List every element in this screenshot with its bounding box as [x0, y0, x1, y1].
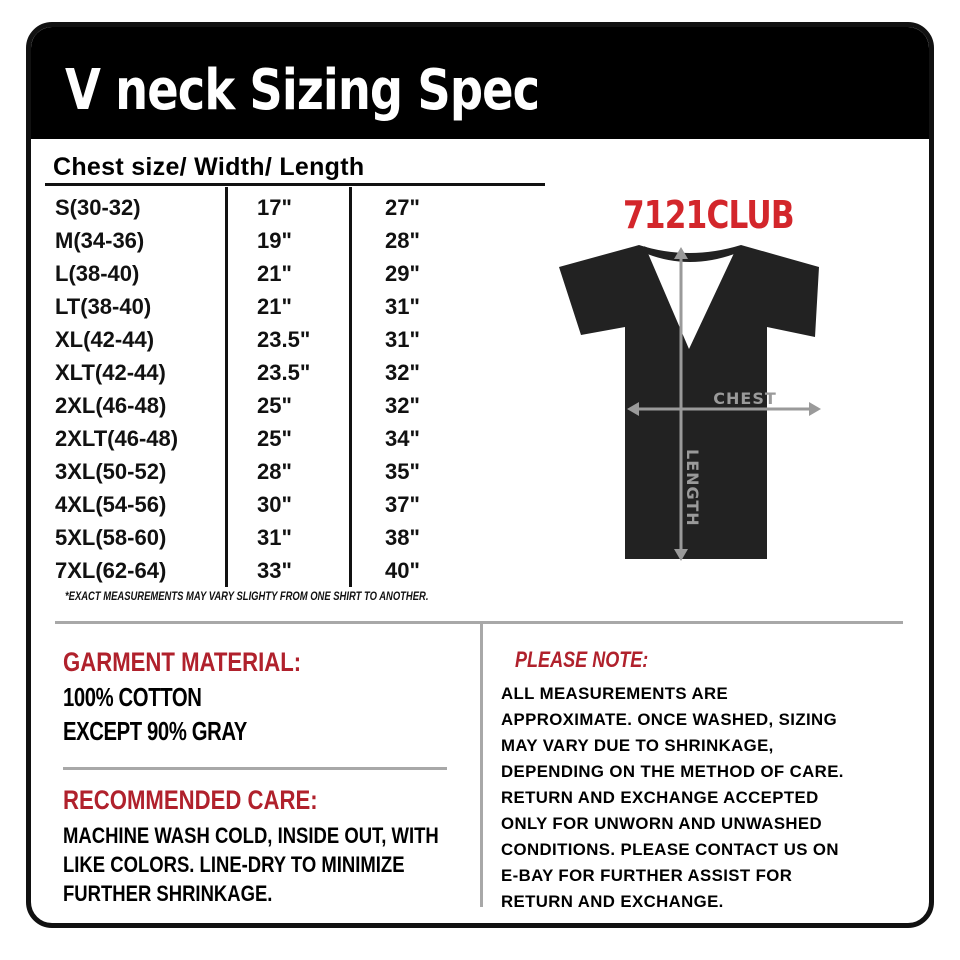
width-cell: 25": [257, 426, 292, 451]
size-cell: S(30-32): [55, 195, 141, 220]
length-cell: 28": [385, 228, 420, 253]
size-cell: 2XLT(46-48): [55, 426, 179, 451]
note-line: ALL MEASUREMENTS ARE: [501, 684, 729, 703]
table-row: [31, 492, 551, 525]
note-line: ONLY FOR UNWORN AND UNWASHED: [501, 814, 823, 833]
table-row: [31, 393, 551, 426]
note-line: MAY VARY DUE TO SHRINKAGE,: [501, 736, 774, 755]
brand-logo: 7121CLUB: [623, 193, 794, 237]
length-cell: 31": [385, 327, 420, 352]
width-cell: 23.5": [257, 327, 311, 352]
shirt-diagram: [559, 237, 829, 572]
size-cell: XL(42-44): [55, 327, 155, 352]
note-body: [501, 681, 844, 915]
size-cell: LT(38-40): [55, 294, 152, 319]
size-cell: M(34-36): [55, 228, 145, 253]
width-cell: 31": [257, 525, 292, 550]
material-line: EXCEPT 90% GRAY: [63, 716, 247, 746]
care-line: FURTHER SHRINKAGE.: [63, 881, 273, 906]
length-cell: 38": [385, 525, 420, 550]
table-row: [31, 360, 551, 393]
note-line: RETURN AND EXCHANGE.: [501, 892, 724, 911]
material-title: GARMENT MATERIAL:: [63, 647, 302, 677]
header-bar: [31, 27, 929, 139]
table-row: [31, 195, 551, 228]
width-cell: 28": [257, 459, 292, 484]
measurement-footnote: *EXACT MEASUREMENTS MAY VARY SLIGHTY FROM ONE SHIRT TO ANOTHER.: [65, 591, 429, 603]
size-cell: 5XL(58-60): [55, 525, 167, 550]
length-cell: 32": [385, 360, 420, 385]
size-table-heading: Chest size/ Width/ Length: [53, 153, 365, 181]
note-line: CONDITIONS. PLEASE CONTACT US ON: [501, 840, 839, 859]
length-cell: 40": [385, 558, 420, 583]
width-cell: 19": [257, 228, 292, 253]
svg-text:CHEST: CHEST: [713, 389, 777, 408]
width-cell: 23.5": [257, 360, 311, 385]
size-cell: 7XL(62-64): [55, 558, 167, 583]
table-header-rule: [45, 183, 545, 186]
size-cell: 4XL(54-56): [55, 492, 167, 517]
svg-text:LENGTH: LENGTH: [683, 449, 702, 527]
note-line: DEPENDING ON THE METHOD OF CARE.: [501, 762, 844, 781]
section-divider: [63, 767, 447, 770]
vneck-shirt-icon: [559, 237, 829, 567]
table-row: [31, 261, 551, 294]
table-row: [31, 228, 551, 261]
sizing-spec-card: [26, 22, 934, 928]
size-cell: L(38-40): [55, 261, 140, 286]
width-cell: 17": [257, 195, 292, 220]
size-cell: 3XL(50-52): [55, 459, 167, 484]
table-row: [31, 426, 551, 459]
length-cell: 27": [385, 195, 420, 220]
width-cell: 33": [257, 558, 292, 583]
width-cell: 30": [257, 492, 292, 517]
note-line: E-BAY FOR FURTHER ASSIST FOR: [501, 866, 793, 885]
size-cell: XLT(42-44): [55, 360, 166, 385]
length-cell: 34": [385, 426, 420, 451]
care-line: MACHINE WASH COLD, INSIDE OUT, WITH: [63, 823, 439, 848]
length-cell: 29": [385, 261, 420, 286]
length-cell: 32": [385, 393, 420, 418]
table-row: [31, 294, 551, 327]
width-cell: 21": [257, 294, 292, 319]
width-cell: 21": [257, 261, 292, 286]
note-line: APPROXIMATE. ONCE WASHED, SIZING: [501, 710, 838, 729]
care-title: RECOMMENDED CARE:: [63, 785, 318, 815]
length-cell: 31": [385, 294, 420, 319]
page-title: V neck Sizing Spec: [65, 58, 540, 123]
length-cell: 37": [385, 492, 420, 517]
size-cell: 2XL(46-48): [55, 393, 167, 418]
table-row: [31, 459, 551, 492]
table-row: [31, 558, 551, 591]
care-line: LIKE COLORS. LINE-DRY TO MINIMIZE: [63, 852, 405, 877]
note-title: PLEASE NOTE:: [515, 647, 649, 672]
table-row: [31, 327, 551, 360]
material-line: 100% COTTON: [63, 682, 202, 712]
table-row: [31, 525, 551, 558]
width-cell: 25": [257, 393, 292, 418]
note-line: RETURN AND EXCHANGE ACCEPTED: [501, 788, 819, 807]
column-divider: [480, 623, 483, 907]
length-cell: 35": [385, 459, 420, 484]
section-divider: [55, 621, 903, 624]
